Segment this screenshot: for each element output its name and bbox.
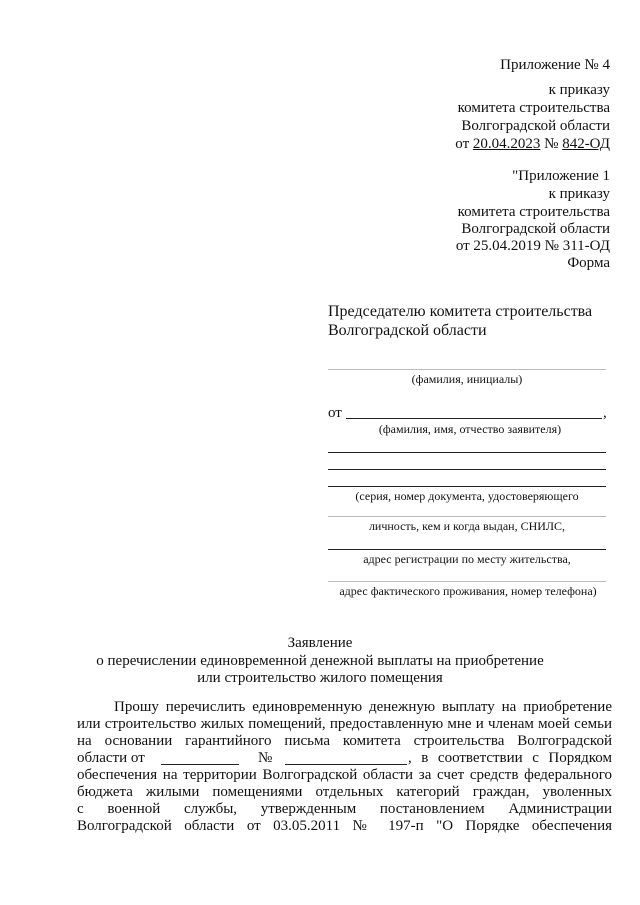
- body-line-7: с военной службы, утвержденным постановлением Администрации: [77, 801, 612, 817]
- doc-line-4[interactable]: [328, 516, 606, 517]
- prior-line2: комитета строительства: [457, 204, 610, 220]
- body-line-4-num: №: [258, 750, 273, 766]
- letter-date-blank[interactable]: [161, 764, 239, 765]
- doc-line-3[interactable]: [328, 486, 606, 487]
- from-comma: ,: [603, 405, 607, 421]
- body-line-6: бюджета жилыми помещениями отдельных категорий граждан, уволенных: [77, 784, 612, 800]
- order-date-line: [455, 135, 610, 153]
- prior-line1: к приказу: [548, 186, 610, 202]
- prior-line3: Волгоградской области: [461, 221, 610, 237]
- body-line-2: или строительство жилых помещений, предоставленную мне и членам моей семьи: [77, 716, 612, 732]
- order-date: 20.04.2023: [472, 136, 541, 152]
- applicant-caption: (фамилия, имя, отчество заявителя): [378, 422, 562, 436]
- body-line-4-end: , в соответствии с Порядком: [408, 750, 612, 766]
- reg-caption: адрес регистрации по месту жительства,: [363, 552, 571, 566]
- doc-line-2[interactable]: [328, 469, 606, 470]
- prior-line4: от 25.04.2019 № 311-ОД: [455, 238, 610, 254]
- doc-line-1[interactable]: [328, 452, 606, 453]
- body-line-4-start: области от: [77, 750, 145, 766]
- document-subtitle-2: или строительство жилого помещения: [197, 670, 443, 686]
- body-line-3: на основании гарантийного письма комитета строительства Волгоградской: [77, 733, 612, 749]
- applicant-line[interactable]: [346, 418, 602, 419]
- order-number: 842-ОД: [562, 136, 610, 152]
- body-line-8: Волгоградской области от 03.05.2011 № 197-п "О Порядке обеспечения: [77, 818, 612, 834]
- order-num-sign: №: [544, 136, 559, 152]
- name-caption: (фамилия, инициалы): [411, 372, 523, 386]
- order-line1: к приказу: [548, 82, 610, 98]
- doc-caption-1: (серия, номер документа, удостоверяющего: [355, 489, 579, 503]
- doc-caption-2: личность, кем и когда выдан, СНИЛС,: [368, 519, 566, 533]
- order-line2: комитета строительства: [457, 100, 610, 116]
- name-line[interactable]: [328, 369, 606, 370]
- order-line3: Волгоградской области: [461, 118, 610, 134]
- addressee-line1: Председателю комитета строительства: [328, 303, 593, 320]
- addressee-line2: Волгоградской области: [328, 322, 487, 339]
- document-subtitle-1: о перечислении единовременной денежной выплаты на приобретение: [96, 653, 544, 669]
- document-title: Заявление: [287, 635, 353, 651]
- body-line-5: обеспечения на территории Волгоградской области за счет средств федерального: [77, 767, 612, 783]
- form-label: Форма: [567, 255, 610, 271]
- reg-line[interactable]: [328, 549, 606, 550]
- prior-appendix: "Приложение 1: [512, 168, 610, 184]
- order-appendix: Приложение № 4: [500, 57, 610, 73]
- body-line-1: Прошу перечислить единовременную денежную выплату на приобретение: [114, 699, 612, 715]
- from-label: от: [328, 405, 342, 421]
- letter-number-blank[interactable]: [285, 764, 407, 765]
- actual-line[interactable]: [328, 581, 606, 582]
- actual-caption: адрес фактического проживания, номер телефона): [339, 584, 597, 598]
- order-date-prefix: от: [455, 136, 470, 152]
